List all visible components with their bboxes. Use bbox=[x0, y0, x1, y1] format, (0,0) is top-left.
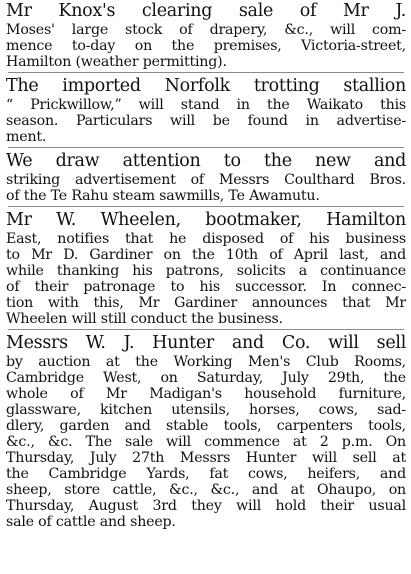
news-item-wheelen-bootmaker bbox=[6, 209, 406, 327]
news-column bbox=[6, 0, 406, 530]
item-body-line: Thursday, July 27th Messrs Hunter will sell at bbox=[6, 450, 406, 466]
column-divider bbox=[8, 206, 404, 207]
item-body-line: season. Particulars will be found in advertise- bbox=[6, 113, 406, 129]
item-lead-line: Mr Knox's clearing sale of Mr J. bbox=[6, 1, 406, 21]
column-divider bbox=[8, 72, 404, 73]
item-lead-line: Mr W. Wheelen, bootmaker, Hamilton bbox=[6, 210, 406, 230]
item-body-line: East, notifies that he disposed of his business bbox=[6, 231, 406, 247]
item-body-line: dlery, garden and stable tools, carpenters tools, bbox=[6, 418, 406, 434]
item-body-line: sale of cattle and sheep. bbox=[6, 514, 176, 530]
item-body-line: tion with this, Mr Gardiner announces that Mr bbox=[6, 295, 406, 311]
column-divider bbox=[8, 329, 404, 330]
item-body-line: of their patronage to his successor. In connec- bbox=[6, 279, 406, 295]
item-body-line: Thursday, August 3rd they will hold their usual bbox=[6, 498, 406, 514]
item-body-line: Cambridge West, on Saturday, July 29th, the bbox=[6, 370, 406, 386]
item-lead-line: We draw attention to the new and bbox=[6, 151, 406, 171]
item-body-line: Hamilton (weather permitting). bbox=[6, 54, 227, 70]
item-body-line: to Mr D. Gardiner on the 10th of April last, and bbox=[6, 247, 406, 263]
item-body-line: striking advertisement of Messrs Coulthard Bros. bbox=[6, 172, 406, 188]
item-body-line: ment. bbox=[6, 129, 47, 145]
item-body-line: by auction at the Working Men's Club Rooms, bbox=[6, 354, 406, 370]
item-body-line: &c., &c. The sale will commence at 2 p.m. On bbox=[6, 434, 406, 450]
item-body-line: sheep, store cattle, &c., &c., and at Ohaupo, on bbox=[6, 482, 406, 498]
item-lead-line: Messrs W. J. Hunter and Co. will sell bbox=[6, 333, 406, 353]
column-divider bbox=[8, 147, 404, 148]
news-item-coulthard-sawmills bbox=[6, 150, 406, 204]
item-body-line: Wheelen will still conduct the business. bbox=[6, 311, 283, 327]
item-body-line: mence to-day on the premises, Victoria-street, bbox=[6, 38, 406, 54]
item-body-line: while thanking his patrons, solicits a continuance bbox=[6, 263, 406, 279]
item-body-line: Moses' large stock of drapery, &c., will com- bbox=[6, 22, 406, 38]
item-body-line: of the Te Rahu steam sawmills, Te Awamutu. bbox=[6, 188, 320, 204]
news-item-hunter-auction bbox=[6, 332, 406, 530]
item-body-line: “ Prickwillow,” will stand in the Waikato this bbox=[6, 97, 406, 113]
news-item-trotting-stallion bbox=[6, 75, 406, 145]
item-body-line: whole of Mr Madigan's household furniture, bbox=[6, 386, 406, 402]
item-lead-line: The imported Norfolk trotting stallion bbox=[6, 76, 406, 96]
news-item-knox-sale bbox=[6, 0, 406, 70]
item-body-line: glassware, kitchen utensils, horses, cows, sad- bbox=[6, 402, 406, 418]
item-body-line: the Cambridge Yards, fat cows, heifers, and bbox=[6, 466, 406, 482]
